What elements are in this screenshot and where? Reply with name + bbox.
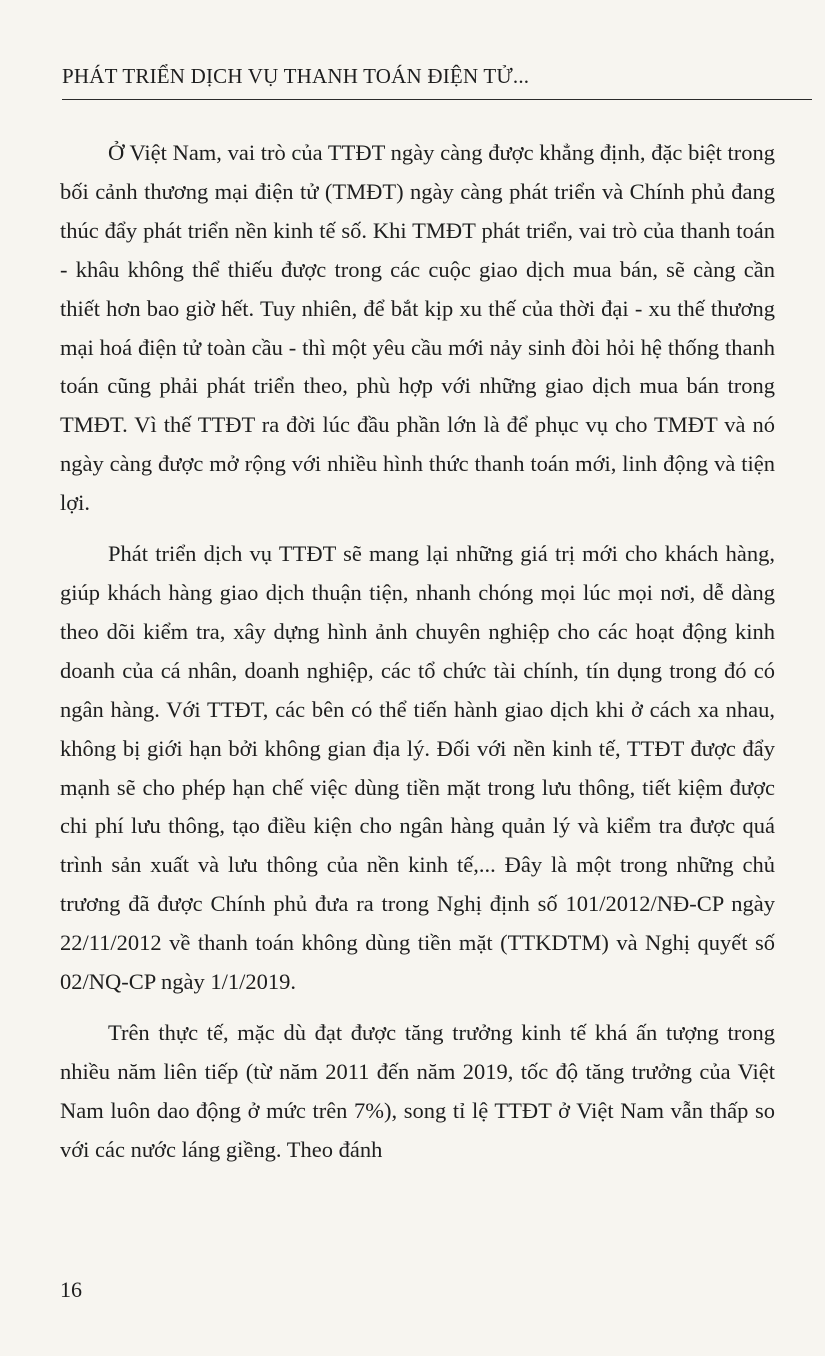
paragraph-1: Ở Việt Nam, vai trò của TTĐT ngày càng được khẳng định, đặc biệt trong bối cảnh thương mại điện tử (TMĐT) ngày càng phát triển và Chính phủ đang thúc đẩy phát triển nền kinh tế số. Khi TMĐT phát triển, vai trò của thanh toán - khâu không thể thiếu được trong các cuộc giao dịch mua bán, sẽ càng cần thiết hơn bao giờ hết. Tuy nhiên, để bắt kịp xu thế của thời đại - xu thế thương mại hoá điện tử toàn cầu - thì một yêu cầu mới nảy sinh đòi hỏi hệ thống thanh toán cũng phải phát triển theo, phù hợp với những giao dịch mua bán trong TMĐT. Vì thế TTĐT ra đời lúc đầu phần lớn là để phục vụ cho TMĐT và nó ngày càng được mở rộng với nhiều hình thức thanh toán mới, linh động và tiện lợi.: [60, 140, 775, 516]
running-header-title: PHÁT TRIỂN DỊCH VỤ THANH TOÁN ĐIỆN TỬ...: [62, 64, 530, 88]
page-number: 16: [60, 1277, 82, 1302]
body-text: [60, 134, 775, 1170]
paragraph-2: Phát triển dịch vụ TTĐT sẽ mang lại những giá trị mới cho khách hàng, giúp khách hàng giao dịch thuận tiện, nhanh chóng mọi lúc mọi nơi, dễ dàng theo dõi kiểm tra, xây dựng hình ảnh chuyên nghiệp cho các hoạt động kinh doanh của cá nhân, doanh nghiệp, các tổ chức tài chính, tín dụng trong đó có ngân hàng. Với TTĐT, các bên có thể tiến hành giao dịch khi ở cách xa nhau, không bị giới hạn bởi không gian địa lý. Đối với nền kinh tế, TTĐT được đẩy mạnh sẽ cho phép hạn chế việc dùng tiền mặt trong lưu thông, tiết kiệm được chi phí lưu thông, tạo điều kiện cho ngân hàng quản lý và kiểm tra được quá trình sản xuất và lưu thông của nền kinh tế,... Đây là một trong những chủ trương đã được Chính phủ đưa ra trong Nghị định số 101/2012/NĐ-CP ngày 22/11/2012 về thanh toán không dùng tiền mặt (TTKDTM) và Nghị quyết số 02/NQ-CP ngày 1/1/2019.: [60, 541, 775, 995]
paragraph-3: Trên thực tế, mặc dù đạt được tăng trưởng kinh tế khá ấn tượng trong nhiều năm liên tiếp (từ năm 2011 đến năm 2019, tốc độ tăng trưởng của Việt Nam luôn dao động ở mức trên 7%), song tỉ lệ TTĐT ở Việt Nam vẫn thấp so với các nước láng giềng. Theo đánh: [60, 1019, 775, 1162]
header-rule: [62, 99, 812, 100]
